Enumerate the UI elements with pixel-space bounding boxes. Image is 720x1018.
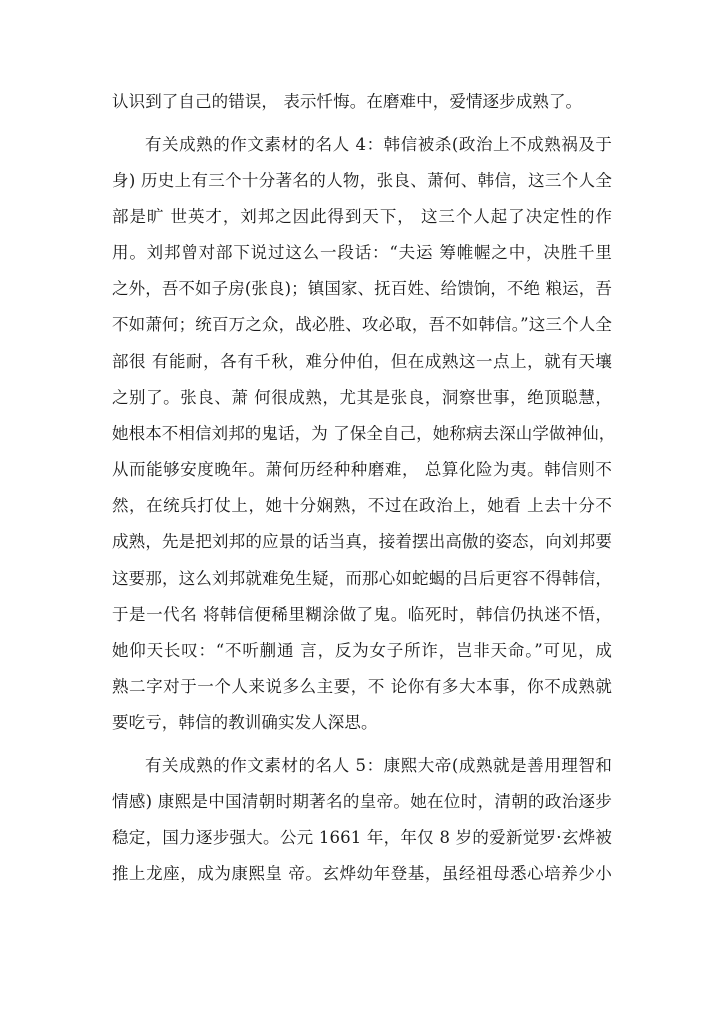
text-line: 要吃亏，韩信的教训确实发人深思。 [112, 713, 378, 732]
text-line: 推上龙座，成为康熙皇 帝。玄烨幼年登基，虽经祖母悉心培养少小 [112, 864, 612, 883]
text-line: 从而能够安度晚年。萧何历经种种磨难， 总算化险为夷。韩信则不 [112, 460, 612, 479]
paragraph-heading-line: 有关成熟的作文素材的名人 5：康熙大帝(成熟就是善用理智和 [145, 756, 612, 775]
text-line: 情感) 康熙是中国清朝时期著名的皇帝。她在位时，清朝的政治逐步 [112, 792, 612, 811]
text-line: 部很 有能耐，各有千秋，难分仲伯，但在成熟这一点上，就有天壤 [112, 352, 612, 371]
text-line: 身) 历史上有三个十分著名的人物，张良、萧何、韩信，这三个人全 [112, 171, 612, 190]
text-line: 然，在统兵打仗上，她十分娴熟，不过在政治上，她看 上去十分不 [112, 496, 612, 515]
paragraph-heading-line: 有关成熟的作文素材的名人 4：韩信被杀(政治上不成熟祸及于 [145, 135, 612, 154]
text-line: 她根本不相信刘邦的鬼话，为 了保全自己，她称病去深山学做神仙， [112, 424, 616, 443]
text-line: 用。刘邦曾对部下说过这么一段话：“夫运 筹帷幄之中，决胜千里 [112, 243, 612, 262]
text-line: 成熟，先是把刘邦的应景的话当真，接着摆出高傲的姿态，向刘邦要 [112, 532, 612, 551]
text-line: 认识到了自己的错误， 表示忏悔。在磨难中，爱情逐步成熟了。 [112, 92, 583, 111]
text-line: 她仰天长叹：“不听蒯通 言，反为女子所诈，岂非天命。”可见，成 [112, 641, 612, 660]
text-line: 于是一代名 将韩信便稀里糊涂做了鬼。临死时，韩信仍执迷不悟， [112, 605, 612, 624]
text-line: 之别了。张良、萧 何很成熟，尤其是张良，洞察世事，绝顶聪慧， [112, 388, 612, 407]
text-line: 部是旷 世英才，刘邦之因此得到天下， 这三个人起了决定性的作 [112, 207, 612, 226]
text-line: 不如萧何；统百万之众，战必胜、攻必取，吾不如韩信。”这三个人全 [112, 315, 612, 334]
text-line: 熟二字对于一个人来说多么主要，不 论你有多大本事，你不成熟就 [112, 677, 612, 696]
text-line: 稳定，国力逐步强大。公元 1661 年，年仅 8 岁的爱新觉罗·玄烨被 [112, 828, 612, 847]
text-line: 之外，吾不如子房(张良)；镇国家、抚百姓、给馈饷，不绝 粮运，吾 [112, 279, 612, 298]
text-line: 这要那，这么刘邦就难免生疑，而那心如蛇蝎的吕后更容不得韩信， [112, 569, 612, 588]
